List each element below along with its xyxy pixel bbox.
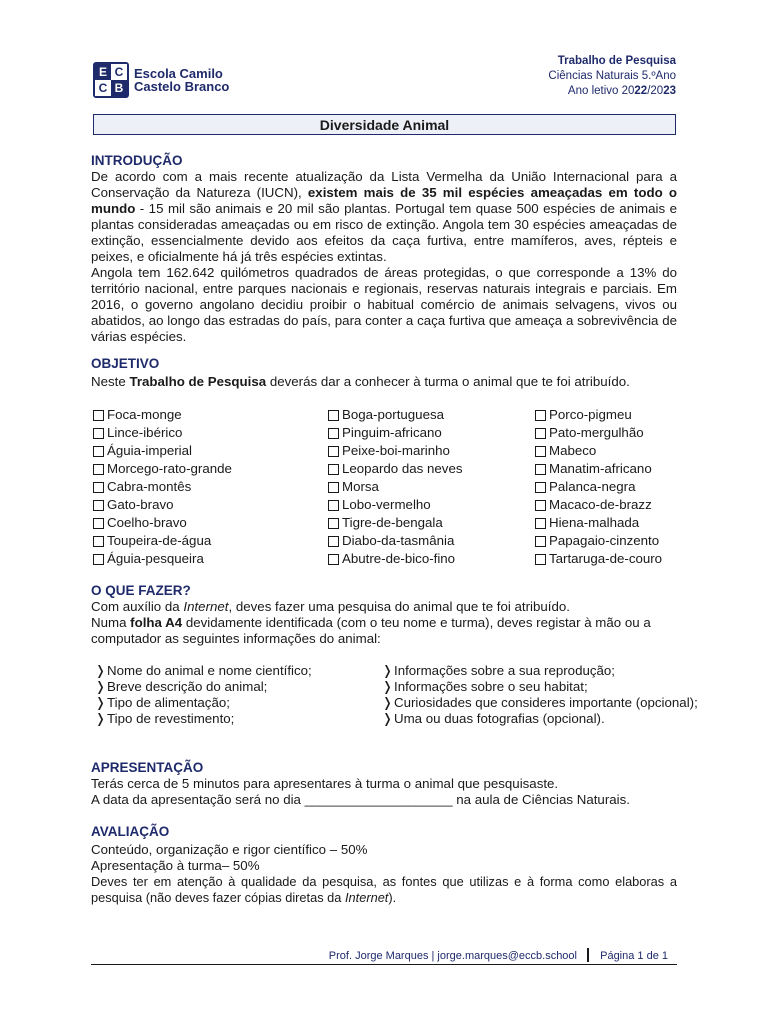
checkbox-icon[interactable]	[328, 482, 339, 493]
intro-section	[91, 153, 677, 345]
list-item: ❭ Informações sobre a sua reprodução;	[382, 663, 616, 678]
animal-option[interactable]: Palanca-negra	[535, 478, 662, 496]
animal-option[interactable]: Manatim-africano	[535, 460, 662, 478]
school-logo	[93, 62, 229, 98]
intro-paragraph-2: Angola tem 162.642 quilómetros quadrados de áreas protegidas, o que corresponde a 13% do território nacional, entre parques nacionais e regionais, reservas naturais integrais e parciais. Em 2016, o governo angolano decidiu proibir o habitual comércio de animais selvagens, vivos ou abatidos, ao longo das estradas do país, para conter a caça furtiva que ameaça a sobrevivência de várias espécies.	[91, 265, 677, 344]
checkbox-icon[interactable]	[93, 554, 104, 565]
animal-option[interactable]: Foca-monge	[93, 406, 232, 424]
checkbox-icon[interactable]	[328, 410, 339, 421]
animal-option[interactable]: Cabra-montês	[93, 478, 232, 496]
evaluation-line-1: Conteúdo, organização e rigor científico – 50%	[91, 842, 368, 857]
document-header-info	[548, 54, 676, 99]
checkbox-icon[interactable]	[535, 446, 546, 457]
animal-option[interactable]: Coelho-bravo	[93, 514, 232, 532]
animal-option[interactable]: Boga-portuguesa	[328, 406, 463, 424]
animal-option[interactable]: Águia-imperial	[93, 442, 232, 460]
checkbox-icon[interactable]	[535, 464, 546, 475]
chevron-right-icon: ❭	[95, 695, 106, 710]
animal-option[interactable]: Porco-pigmeu	[535, 406, 662, 424]
checkbox-icon[interactable]	[328, 464, 339, 475]
checkbox-icon[interactable]	[328, 446, 339, 457]
animal-option[interactable]: Macaco-de-brazz	[535, 496, 662, 514]
checkbox-icon[interactable]	[328, 554, 339, 565]
list-item: ❭ Tipo de revestimento;	[95, 711, 235, 726]
animal-option[interactable]: Tigre-de-bengala	[328, 514, 463, 532]
info-list-column-2	[382, 663, 698, 727]
animal-option[interactable]: Peixe-boi-marinho	[328, 442, 463, 460]
checkbox-icon[interactable]	[93, 410, 104, 421]
presentation-heading: APRESENTAÇÃO	[91, 760, 204, 775]
list-item: ❭ Informações sobre o seu habitat;	[382, 679, 588, 694]
list-item: ❭ Curiosidades que consideres importante (opcional);	[382, 695, 698, 710]
what-to-do-heading: O QUE FAZER?	[91, 583, 191, 598]
chevron-right-icon: ❭	[382, 679, 393, 694]
animal-option[interactable]: Lince-ibérico	[93, 424, 232, 442]
checkbox-icon[interactable]	[93, 500, 104, 511]
list-item: ❭ Breve descrição do animal;	[95, 679, 268, 694]
checkbox-icon[interactable]	[328, 518, 339, 529]
page-title: Diversidade Animal	[93, 114, 676, 135]
checkbox-icon[interactable]	[535, 518, 546, 529]
animal-option[interactable]: Morcego-rato-grande	[93, 460, 232, 478]
checkbox-icon[interactable]	[93, 428, 104, 439]
school-year: Ano letivo 2022/2023	[567, 85, 676, 97]
list-item: ❭ Nome do animal e nome científico;	[95, 663, 312, 678]
checkbox-icon[interactable]	[93, 536, 104, 547]
intro-heading: INTRODUÇÃO	[91, 153, 183, 168]
objective-text: Neste Trabalho de Pesquisa deverás dar a conhecer à turma o animal que te foi atribuído.	[91, 374, 630, 389]
presentation-line-1: Terás cerca de 5 minutos para apresentares à turma o animal que pesquisaste.	[91, 776, 559, 791]
checkbox-icon[interactable]	[535, 410, 546, 421]
animal-option[interactable]: Hiena-malhada	[535, 514, 662, 532]
animal-option[interactable]: Pinguim-africano	[328, 424, 463, 442]
logo-letter: E	[95, 64, 111, 80]
what-to-do-line-1: Com auxílio da Internet, deves fazer uma pesquisa do animal que te foi atribuído.	[91, 599, 570, 614]
animal-option[interactable]: Pato-mergulhão	[535, 424, 662, 442]
footer-author: Prof. Jorge Marques | jorge.marques@eccb.school	[328, 950, 577, 962]
animal-option[interactable]: Diabo-da-tasmânia	[328, 532, 463, 550]
checkbox-icon[interactable]	[328, 536, 339, 547]
chevron-right-icon: ❭	[382, 711, 393, 726]
info-list-column-1	[95, 663, 312, 727]
animal-option[interactable]: Mabeco	[535, 442, 662, 460]
chevron-right-icon: ❭	[382, 663, 393, 678]
presentation-line-2: A data da apresentação será no dia ____________________ na aula de Ciências Naturais.	[91, 792, 630, 807]
chevron-right-icon: ❭	[95, 711, 106, 726]
doc-type: Trabalho de Pesquisa	[557, 55, 676, 67]
animal-option[interactable]: Leopardo das neves	[328, 460, 463, 478]
checkbox-icon[interactable]	[93, 518, 104, 529]
objective-heading: OBJETIVO	[91, 356, 160, 371]
list-item: ❭ Uma ou duas fotografias (opcional).	[382, 711, 605, 726]
animal-column-3	[535, 406, 662, 568]
animal-option[interactable]: Gato-bravo	[93, 496, 232, 514]
animal-option[interactable]: Papagaio-cinzento	[535, 532, 662, 550]
checkbox-icon[interactable]	[535, 554, 546, 565]
checkbox-icon[interactable]	[535, 482, 546, 493]
evaluation-line-2: Apresentação à turma– 50%	[91, 858, 260, 873]
intro-paragraph-1: De acordo com a mais recente atualização da Lista Vermelha da União Internacional para a Conservação da Natureza (IUCN), existem mais de 35 mil espécies ameaçadas em todo o mundo - 15 mil são animais e 20 mil são plantas. Portugal tem quase 500 espécies de animais e plantas consideradas ameaçadas ou em risco de extinção. Angola tem 30 espécies ameaçadas de extinção, essencialmente devido aos efeitos da caça furtiva, entre mamíferos, aves, répteis e peixes, e oficialmente há já três espécies extintas.	[91, 169, 677, 264]
subject: Ciências Naturais 5.ºAno	[548, 70, 676, 82]
animal-option[interactable]: Abutre-de-bico-fino	[328, 550, 463, 568]
checkbox-icon[interactable]	[535, 500, 546, 511]
checkbox-icon[interactable]	[328, 428, 339, 439]
checkbox-icon[interactable]	[93, 446, 104, 457]
what-to-do-section	[91, 583, 677, 647]
logo-letter: C	[111, 64, 127, 80]
chevron-right-icon: ❭	[95, 663, 106, 678]
logo-letter: C	[95, 80, 111, 96]
page-number: Página 1 de 1	[600, 950, 668, 962]
footer-divider	[587, 948, 589, 962]
animal-column-1	[93, 406, 232, 568]
checkbox-icon[interactable]	[535, 536, 546, 547]
animal-option[interactable]: Morsa	[328, 478, 463, 496]
animal-column-2	[328, 406, 463, 568]
animal-option[interactable]: Lobo-vermelho	[328, 496, 463, 514]
chevron-right-icon: ❭	[382, 695, 393, 710]
evaluation-line-3: Deves ter em atenção à qualidade da pesquisa, as fontes que utilizas e à forma como elaboras a pesquisa (não deves fazer cópias diretas da Internet).	[91, 874, 677, 905]
logo-mark-icon	[93, 62, 129, 98]
animal-option[interactable]: Águia-pesqueira	[93, 550, 232, 568]
school-name-line2: Castelo Branco	[134, 79, 230, 94]
list-item: ❭ Tipo de alimentação;	[95, 695, 230, 710]
animal-option[interactable]: Toupeira-de-água	[93, 532, 232, 550]
school-name	[134, 67, 229, 93]
chevron-right-icon: ❭	[95, 679, 106, 694]
animal-option[interactable]: Tartaruga-de-couro	[535, 550, 662, 568]
what-to-do-line-2: Numa folha A4 devidamente identificada (com o teu nome e turma), deves registar à mão ou a computador as seguintes informações do animal:	[91, 615, 651, 646]
evaluation-heading: AVALIAÇÃO	[91, 824, 170, 839]
checkbox-icon[interactable]	[328, 500, 339, 511]
logo-letter: B	[111, 80, 127, 96]
objective-section	[91, 356, 677, 390]
checkbox-icon[interactable]	[535, 428, 546, 439]
presentation-section	[91, 760, 677, 808]
page-footer	[91, 948, 677, 965]
evaluation-section	[91, 824, 677, 905]
checkbox-icon[interactable]	[93, 464, 104, 475]
checkbox-icon[interactable]	[93, 482, 104, 493]
school-name-line1: Escola Camilo	[134, 66, 223, 81]
